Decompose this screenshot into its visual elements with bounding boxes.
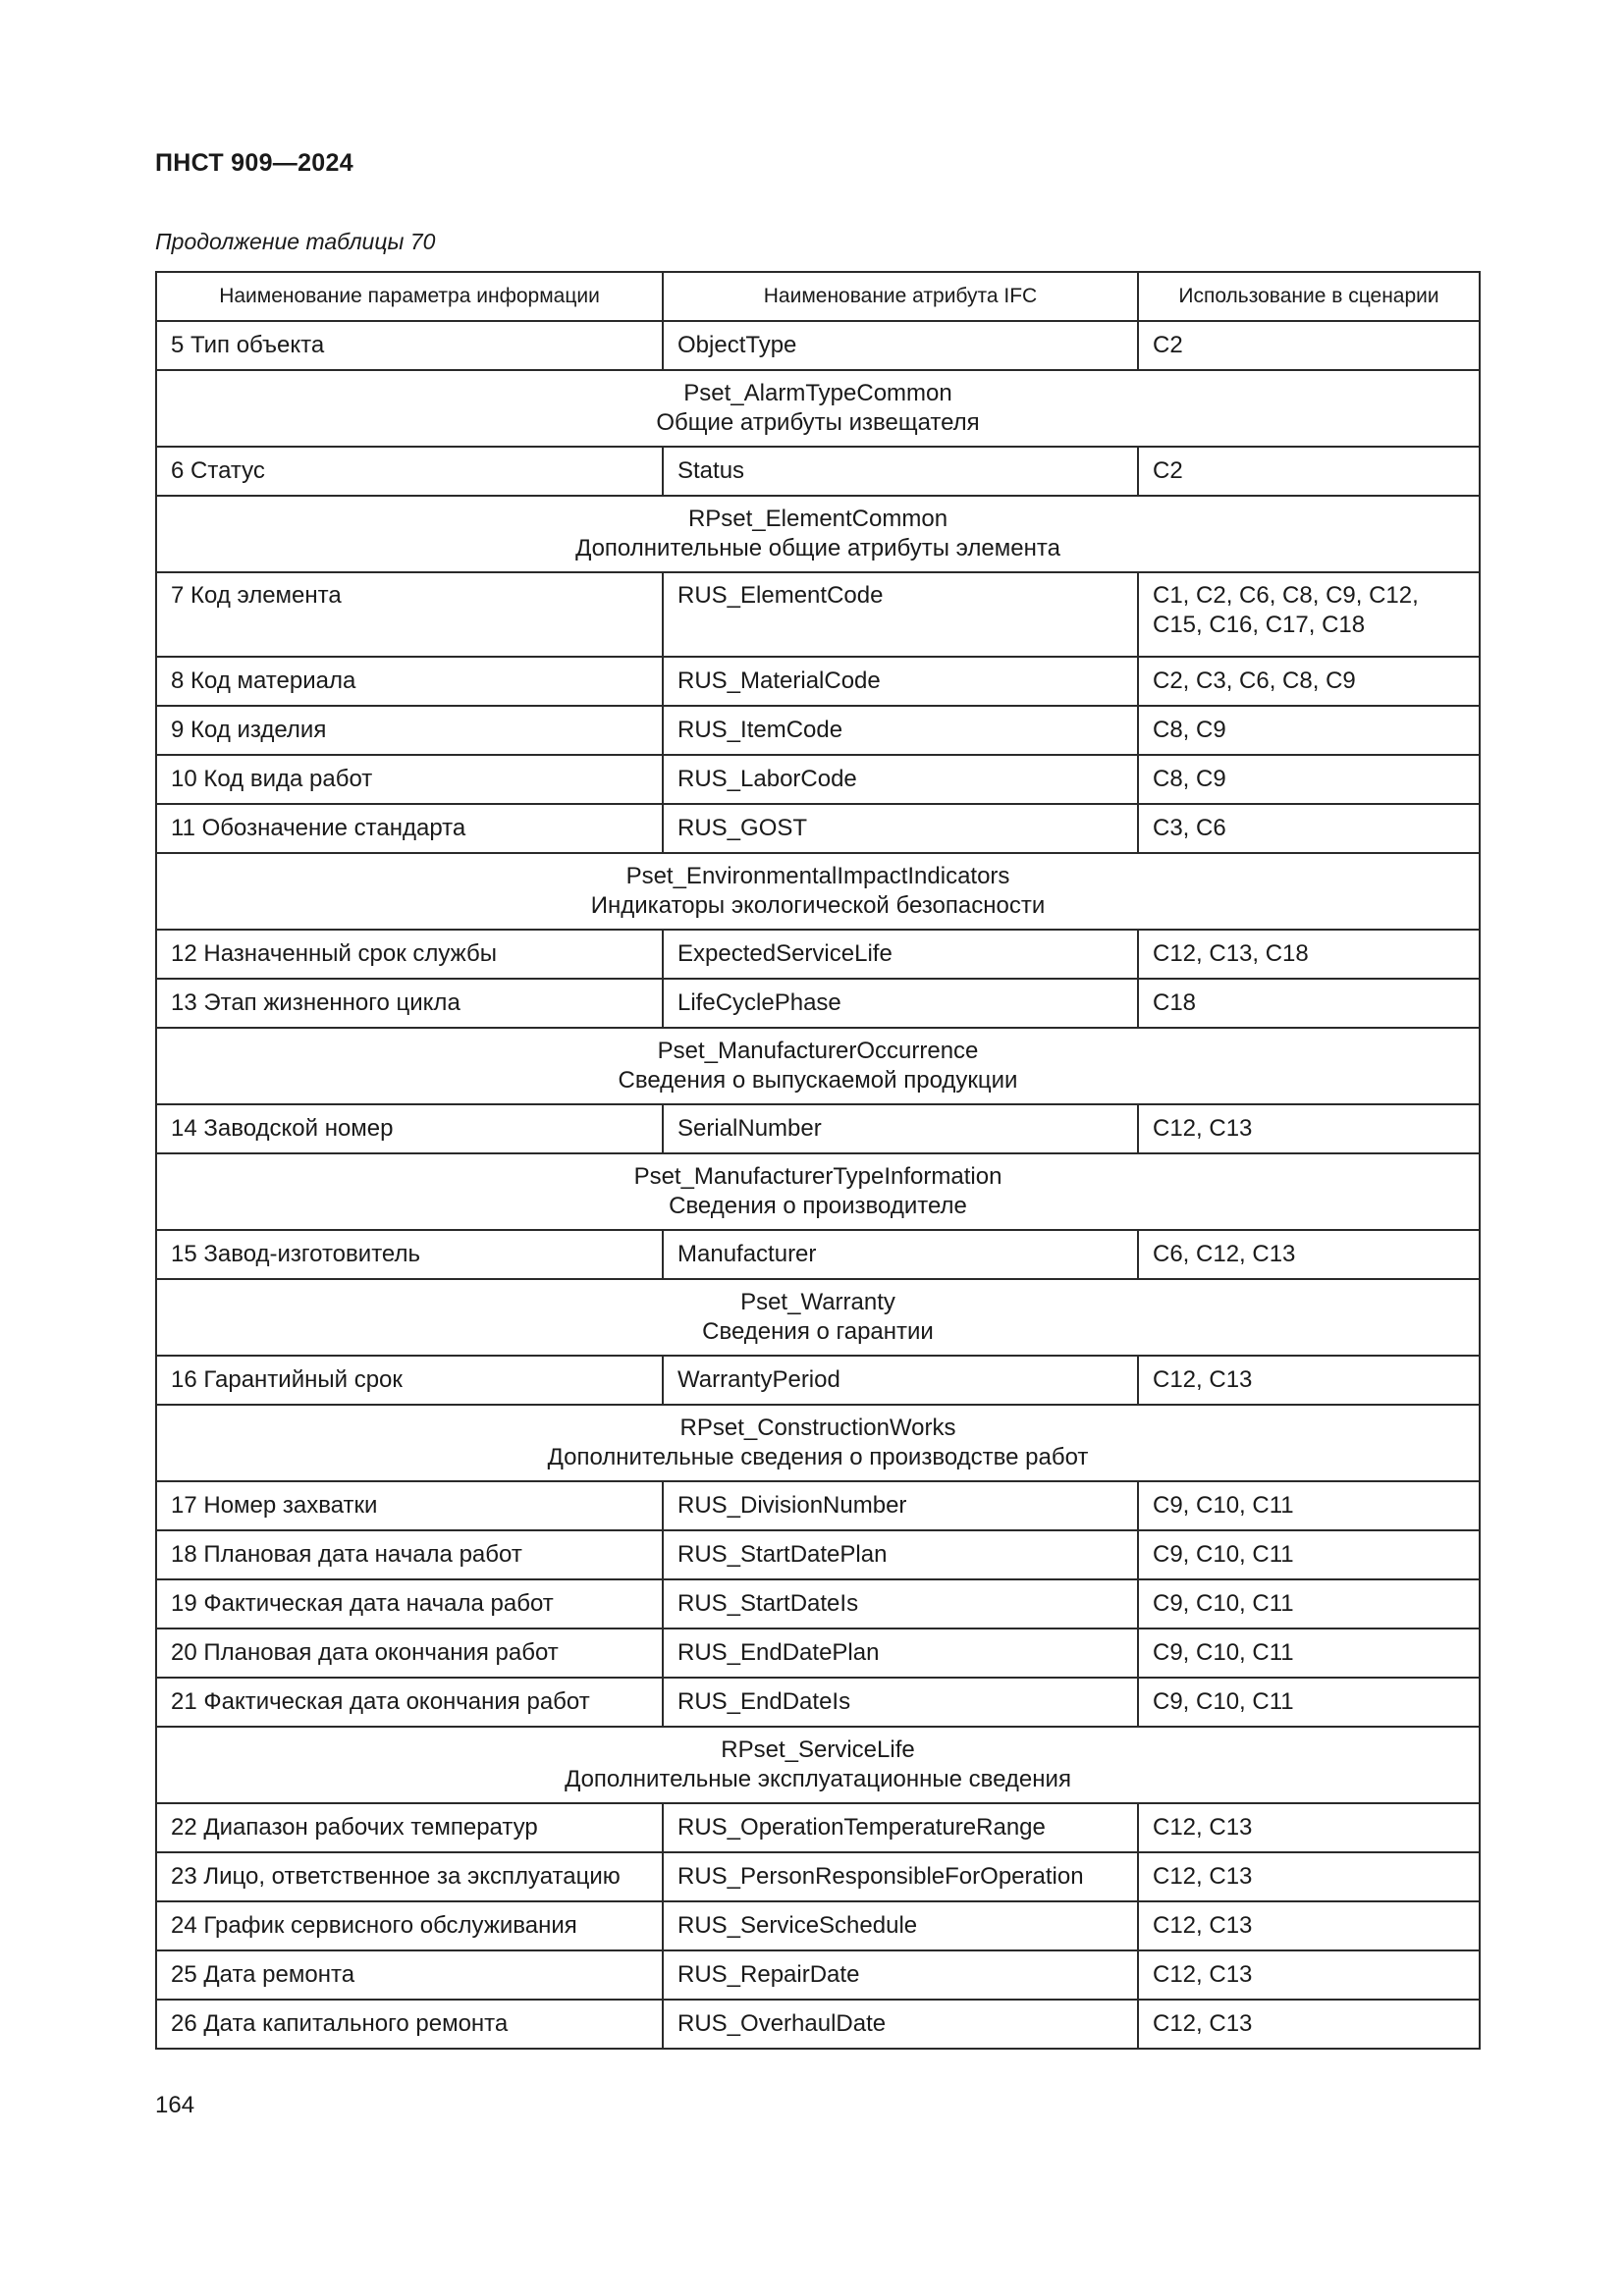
scenario-usage-cell: C18 <box>1138 979 1480 1028</box>
property-set-row <box>156 853 1480 930</box>
scenario-usage-cell: C9, C10, C11 <box>1138 1678 1480 1727</box>
ifc-attribute-cell: RUS_LaborCode <box>663 755 1138 804</box>
table-row <box>156 706 1480 755</box>
ifc-attribute-cell: RUS_StartDateIs <box>663 1579 1138 1629</box>
scenario-usage-cell: C9, C10, C11 <box>1138 1629 1480 1678</box>
header-ifc-attribute: Наименование атрибута IFC <box>663 272 1138 321</box>
property-set-description: Сведения о гарантии <box>702 1318 934 1345</box>
table-row <box>156 447 1480 496</box>
table-caption: Продолжение таблицы 70 <box>155 229 436 254</box>
ifc-attribute-cell: SerialNumber <box>663 1104 1138 1153</box>
scenario-usage-cell: C12, C13 <box>1138 1803 1480 1852</box>
ifc-attribute-cell: RUS_MaterialCode <box>663 657 1138 706</box>
property-set-cell <box>156 1028 1480 1104</box>
parameter-name-cell: 14 Заводской номер <box>156 1104 663 1153</box>
ifc-attribute-cell: RUS_GOST <box>663 804 1138 853</box>
attributes-table <box>155 271 1481 2050</box>
parameter-name-cell: 19 Фактическая дата начала работ <box>156 1579 663 1629</box>
header-parameter-name: Наименование параметра информации <box>156 272 663 321</box>
property-set-cell <box>156 1153 1480 1230</box>
table-body <box>156 321 1480 2049</box>
ifc-attribute-cell: LifeCyclePhase <box>663 979 1138 1028</box>
property-set-cell <box>156 853 1480 930</box>
table-row <box>156 1530 1480 1579</box>
table-row <box>156 1950 1480 2000</box>
property-set-cell <box>156 496 1480 572</box>
ifc-attribute-cell: ExpectedServiceLife <box>663 930 1138 979</box>
scenario-usage-cell: C12, C13 <box>1138 1901 1480 1950</box>
ifc-attribute-cell: RUS_OperationTemperatureRange <box>663 1803 1138 1852</box>
ifc-attribute-cell: Status <box>663 447 1138 496</box>
scenario-usage-cell: C12, C13 <box>1138 1356 1480 1405</box>
property-set-name: RPset_ServiceLife <box>721 1736 915 1763</box>
ifc-attribute-cell: RUS_OverhaulDate <box>663 2000 1138 2049</box>
property-set-row <box>156 370 1480 447</box>
table-header <box>156 272 1480 321</box>
header-scenario-usage: Использование в сценарии <box>1138 272 1480 321</box>
table-row <box>156 1803 1480 1852</box>
table-row <box>156 1104 1480 1153</box>
property-set-name: Pset_EnvironmentalImpactIndicators <box>625 863 1010 889</box>
document-code: ПНСТ 909—2024 <box>155 149 353 177</box>
property-set-name: Pset_AlarmTypeCommon <box>683 380 952 406</box>
property-set-cell <box>156 370 1480 447</box>
scenario-usage-cell: C2 <box>1138 447 1480 496</box>
scenario-usage-cell: C12, C13 <box>1138 1950 1480 2000</box>
parameter-name-cell: 7 Код элемента <box>156 572 663 657</box>
property-set-description: Дополнительные эксплуатационные сведения <box>565 1766 1071 1792</box>
table-row <box>156 1629 1480 1678</box>
parameter-name-cell: 13 Этап жизненного цикла <box>156 979 663 1028</box>
parameter-name-cell: 17 Номер захватки <box>156 1481 663 1530</box>
parameter-name-cell: 22 Диапазон рабочих температур <box>156 1803 663 1852</box>
parameter-name-cell: 15 Завод-изготовитель <box>156 1230 663 1279</box>
table-row <box>156 572 1480 657</box>
property-set-name: Pset_ManufacturerOccurrence <box>657 1038 979 1064</box>
scenario-usage-cell: C6, C12, C13 <box>1138 1230 1480 1279</box>
property-set-cell <box>156 1405 1480 1481</box>
table-row <box>156 1678 1480 1727</box>
property-set-row <box>156 1727 1480 1803</box>
property-set-description: Индикаторы экологической безопасности <box>590 892 1046 919</box>
property-set-name: RPset_ConstructionWorks <box>679 1415 956 1441</box>
scenario-usage-cell: C9, C10, C11 <box>1138 1530 1480 1579</box>
property-set-description: Общие атрибуты извещателя <box>656 409 980 436</box>
parameter-name-cell: 16 Гарантийный срок <box>156 1356 663 1405</box>
scenario-usage-cell: C3, C6 <box>1138 804 1480 853</box>
parameter-name-cell: 6 Статус <box>156 447 663 496</box>
table-row <box>156 930 1480 979</box>
parameter-name-cell: 26 Дата капитального ремонта <box>156 2000 663 2049</box>
parameter-name-cell: 12 Назначенный срок службы <box>156 930 663 979</box>
ifc-attribute-cell: RUS_EndDateIs <box>663 1678 1138 1727</box>
ifc-attribute-cell: RUS_DivisionNumber <box>663 1481 1138 1530</box>
property-set-row <box>156 1153 1480 1230</box>
property-set-description: Дополнительные общие атрибуты элемента <box>575 535 1060 561</box>
table-row <box>156 755 1480 804</box>
parameter-name-cell: 24 График сервисного обслуживания <box>156 1901 663 1950</box>
scenario-usage-cell: C8, C9 <box>1138 706 1480 755</box>
property-set-name: Pset_Warranty <box>740 1289 895 1315</box>
property-set-row <box>156 1028 1480 1104</box>
scenario-usage-cell: C12, C13 <box>1138 1104 1480 1153</box>
property-set-description: Сведения о производителе <box>669 1193 967 1219</box>
ifc-attribute-cell: RUS_RepairDate <box>663 1950 1138 2000</box>
ifc-attribute-cell: WarrantyPeriod <box>663 1356 1138 1405</box>
table-row <box>156 1852 1480 1901</box>
ifc-attribute-cell: ObjectType <box>663 321 1138 370</box>
parameter-name-cell: 20 Плановая дата окончания работ <box>156 1629 663 1678</box>
table-row <box>156 979 1480 1028</box>
scenario-usage-cell: C9, C10, C11 <box>1138 1481 1480 1530</box>
ifc-attribute-cell: RUS_PersonResponsibleForOperation <box>663 1852 1138 1901</box>
ifc-attribute-cell: RUS_ElementCode <box>663 572 1138 657</box>
parameter-name-cell: 25 Дата ремонта <box>156 1950 663 2000</box>
scenario-usage-cell: C2 <box>1138 321 1480 370</box>
scenario-usage-cell: C1, C2, C6, C8, C9, C12, C15, C16, C17, C18 <box>1138 572 1480 657</box>
table-row <box>156 2000 1480 2049</box>
parameter-name-cell: 9 Код изделия <box>156 706 663 755</box>
scenario-usage-cell: C12, C13, C18 <box>1138 930 1480 979</box>
ifc-attribute-cell: RUS_ServiceSchedule <box>663 1901 1138 1950</box>
parameter-name-cell: 5 Тип объекта <box>156 321 663 370</box>
scenario-usage-cell: C8, C9 <box>1138 755 1480 804</box>
ifc-attribute-cell: RUS_EndDatePlan <box>663 1629 1138 1678</box>
scenario-usage-cell: C2, C3, C6, C8, C9 <box>1138 657 1480 706</box>
page-number: 164 <box>155 2092 195 2118</box>
parameter-name-cell: 10 Код вида работ <box>156 755 663 804</box>
property-set-row <box>156 1405 1480 1481</box>
property-set-cell <box>156 1279 1480 1356</box>
property-set-cell <box>156 1727 1480 1803</box>
scenario-usage-cell: C12, C13 <box>1138 2000 1480 2049</box>
property-set-row <box>156 496 1480 572</box>
ifc-attribute-cell: RUS_ItemCode <box>663 706 1138 755</box>
parameter-name-cell: 18 Плановая дата начала работ <box>156 1530 663 1579</box>
ifc-attribute-cell: RUS_StartDatePlan <box>663 1530 1138 1579</box>
parameter-name-cell: 23 Лицо, ответственное за эксплуатацию <box>156 1852 663 1901</box>
property-set-description: Сведения о выпускаемой продукции <box>618 1067 1018 1094</box>
parameter-name-cell: 8 Код материала <box>156 657 663 706</box>
table-row <box>156 1901 1480 1950</box>
scenario-usage-cell: C9, C10, C11 <box>1138 1579 1480 1629</box>
parameter-name-cell: 11 Обозначение стандарта <box>156 804 663 853</box>
table-row <box>156 1481 1480 1530</box>
table-row <box>156 1579 1480 1629</box>
table-row <box>156 657 1480 706</box>
property-set-name: RPset_ElementCommon <box>687 506 948 532</box>
table-row <box>156 321 1480 370</box>
table-row <box>156 1230 1480 1279</box>
table-row <box>156 804 1480 853</box>
property-set-description: Дополнительные сведения о производстве работ <box>547 1444 1089 1470</box>
property-set-name: Pset_ManufacturerTypeInformation <box>633 1163 1002 1190</box>
parameter-name-cell: 21 Фактическая дата окончания работ <box>156 1678 663 1727</box>
property-set-row <box>156 1279 1480 1356</box>
scenario-usage-cell: C12, C13 <box>1138 1852 1480 1901</box>
table-row <box>156 1356 1480 1405</box>
ifc-attribute-cell: Manufacturer <box>663 1230 1138 1279</box>
